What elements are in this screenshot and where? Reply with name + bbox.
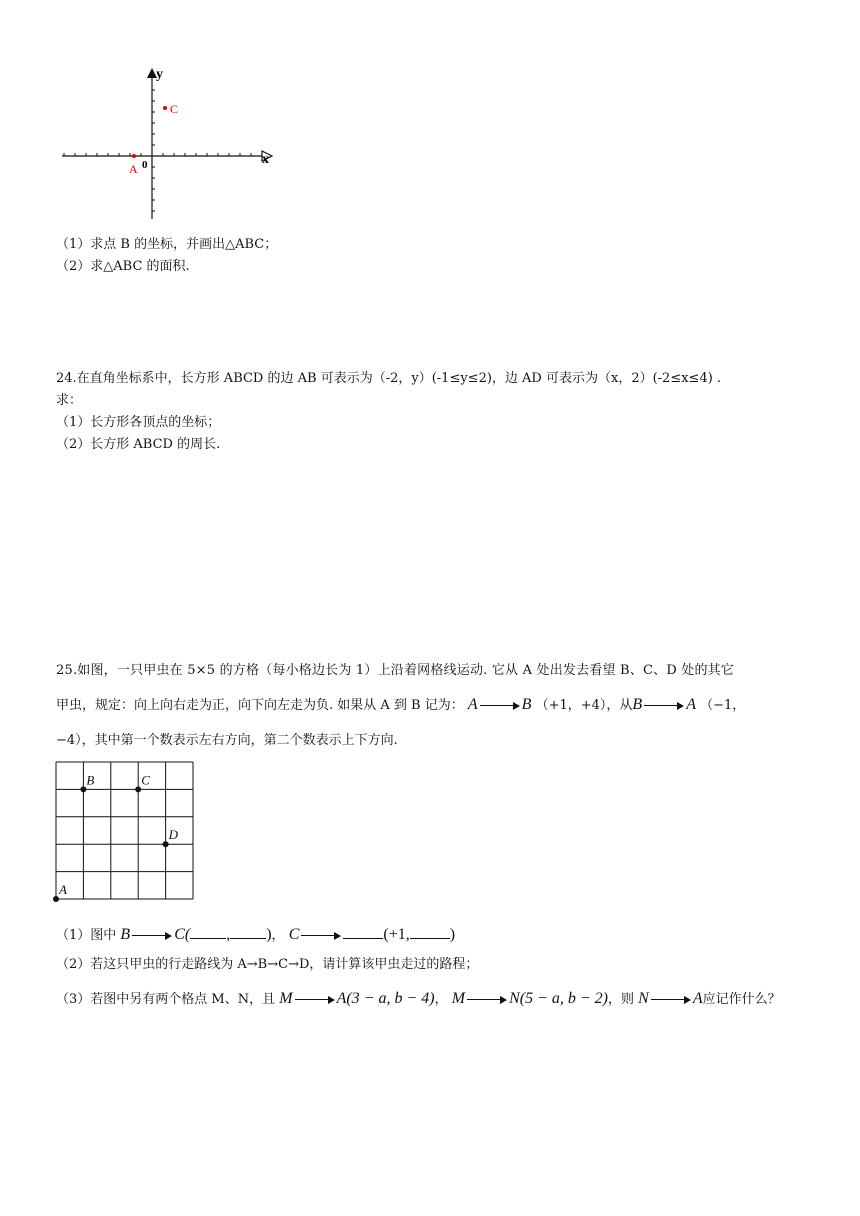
point-label-a: A <box>129 162 138 176</box>
q25-statement-line2: 甲虫，规定：向上向右走为正，向下向左走为负. 如果从 A 到 B 记为： A B （+1，+4），从B A （−1， <box>56 696 746 713</box>
q24-part1: （1）长方形各顶点的坐标； <box>56 415 221 430</box>
y-axis-label: y <box>156 67 163 82</box>
arrow-icon <box>301 931 341 941</box>
arrow-icon <box>295 995 335 1005</box>
answer-blank[interactable] <box>343 924 383 939</box>
arrow-icon <box>651 995 691 1005</box>
point-c <box>163 106 167 110</box>
q23-part1: （1）求点 B 的坐标，并画出△ABC； <box>56 237 278 252</box>
origin-label: 0 <box>142 159 148 171</box>
x-axis-label: x <box>262 152 269 167</box>
y-axis <box>147 68 157 219</box>
grid-point-label-b: B <box>86 772 95 788</box>
q25-statement-line1: 25.如图，一只甲虫在 5×5 的方格（每小格边长为 1）上沿着网格线运动. 它从 A 处出发去看望 B、C、D 处的其它 <box>56 663 735 678</box>
grid-figure <box>48 756 198 902</box>
grid-point-label-d: D <box>168 827 178 843</box>
coordinate-figure <box>56 64 286 224</box>
q25-part1: （1）图中 B C( , )， C (+1, ) <box>56 926 456 943</box>
q24-ask: 求： <box>56 393 83 408</box>
arrow-icon <box>467 995 507 1005</box>
q25-part2: （2）若这只甲虫的行走路线为 A→B→C→D，请计算该甲虫走过的路程； <box>56 957 479 972</box>
q24-part2: （2）长方形 ABCD 的周长. <box>56 437 221 452</box>
answer-blank[interactable] <box>230 924 266 939</box>
arrow-icon <box>132 931 172 941</box>
grid-point-label-c: C <box>141 772 150 788</box>
point-label-c: C <box>170 102 179 116</box>
arrow-icon <box>644 701 684 711</box>
q24-statement: 24.在直角坐标系中，长方形 ABCD 的边 AB 可表示为（-2，y）(-1≤y≤2)，边 AD 可表示为（x，2）(-2≤x≤4) . <box>56 371 722 386</box>
point-a <box>132 154 136 158</box>
q25-part3: （3）若图中另有两个格点 M、N，且 M A(3 − a, b − 4)， M N(5 − a, b − 2)，则 N A应记作什么？ <box>56 990 781 1007</box>
grid-point-label-a: A <box>59 882 67 897</box>
point-layer <box>129 102 178 176</box>
answer-blank[interactable] <box>190 924 226 939</box>
q25-statement-line3: −4），其中第一个数表示左右方向，第二个数表示上下方向. <box>56 733 398 748</box>
arrow-icon <box>480 701 520 711</box>
q23-part2: （2）求△ABC 的面积. <box>56 259 190 274</box>
grid-point-layer <box>53 772 179 902</box>
answer-blank[interactable] <box>410 924 450 939</box>
